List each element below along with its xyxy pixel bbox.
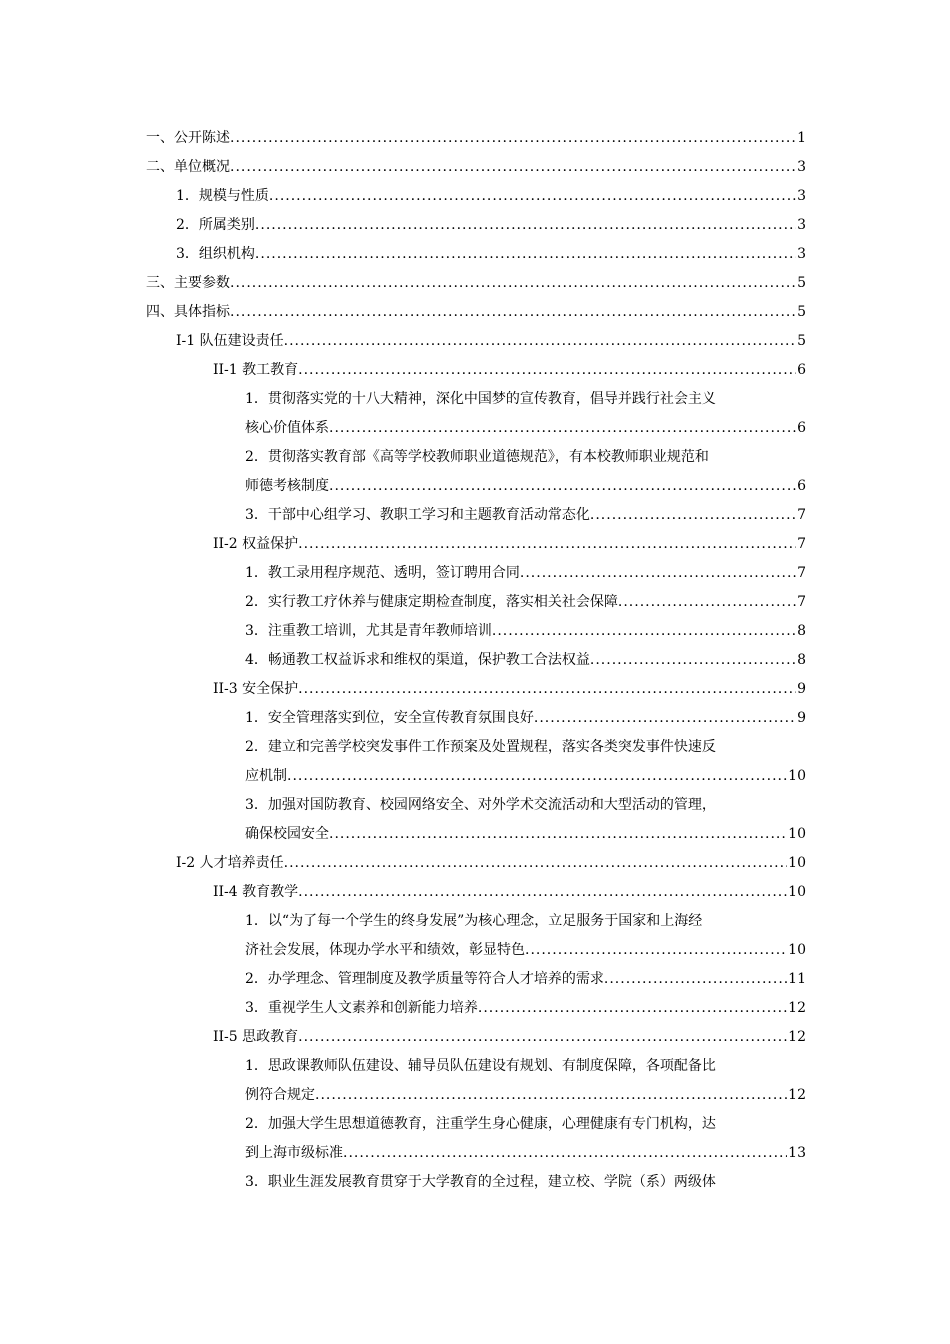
toc-entry-text: 济社会发展，体现办学水平和绩效，彰显特色 xyxy=(245,942,525,958)
toc-entry-ii3[interactable] xyxy=(213,675,806,704)
toc-dot-leader xyxy=(329,820,787,849)
toc-page-number: 13 xyxy=(788,1145,806,1161)
toc-entry-text: 2．实行教工疗休养与健康定期检查制度，落实相关社会保障 xyxy=(245,594,618,610)
toc-page-number: 3 xyxy=(797,188,806,204)
toc-entry-public-statement[interactable] xyxy=(146,124,806,153)
toc-page-number: 6 xyxy=(797,478,806,494)
toc-dot-leader xyxy=(230,124,796,153)
toc-dot-leader xyxy=(298,530,796,559)
toc-page-number: 12 xyxy=(788,1000,806,1016)
toc-entry-ii3-3-cont[interactable] xyxy=(245,820,806,849)
toc-entry-ii5-3[interactable] xyxy=(245,1168,806,1197)
toc-page-number: 9 xyxy=(797,710,806,726)
toc-page-number: 10 xyxy=(788,884,806,900)
toc-entry-specific-indicators[interactable] xyxy=(146,298,806,327)
toc-entry-ii3-1[interactable] xyxy=(245,704,806,733)
toc-entry-unit-overview[interactable] xyxy=(146,153,806,182)
toc-dot-leader xyxy=(298,675,796,704)
toc-entry-text: 三、主要参数 xyxy=(146,275,230,291)
toc-dot-leader xyxy=(298,1023,787,1052)
toc-entry-text: 3．重视学生人文素养和创新能力培养 xyxy=(245,1000,478,1016)
toc-entry-ii5-2-cont[interactable] xyxy=(245,1139,806,1168)
toc-entry-text: 二、单位概况 xyxy=(146,159,230,175)
toc-page-number: 12 xyxy=(788,1029,806,1045)
toc-entry-main-parameters[interactable] xyxy=(146,269,806,298)
toc-entry-ii3-3[interactable] xyxy=(245,791,806,820)
toc-dot-leader xyxy=(298,356,796,385)
toc-entry-ii3-2[interactable] xyxy=(245,733,806,762)
toc-entry-ii2-3[interactable] xyxy=(245,617,806,646)
toc-entry-ii1-2-cont[interactable] xyxy=(245,472,806,501)
toc-dot-leader xyxy=(534,704,796,733)
toc-page-number: 8 xyxy=(797,652,806,668)
toc-entry-text: 3．组织机构 xyxy=(176,246,255,262)
toc-page-number: 12 xyxy=(788,1087,806,1103)
toc-entry-text: I-1 队伍建设责任 xyxy=(176,333,284,349)
toc-page-number: 7 xyxy=(797,565,806,581)
toc-entry-text: 1．贯彻落实党的十八大精神，深化中国梦的宣传教育，倡导并践行社会主义 xyxy=(245,391,716,407)
toc-entry-ii2-4[interactable] xyxy=(245,646,806,675)
toc-page-number: 3 xyxy=(797,159,806,175)
toc-entry-text: 2．建立和完善学校突发事件工作预案及处置规程，落实各类突发事件快速反 xyxy=(245,739,716,755)
toc-page-number: 10 xyxy=(788,826,806,842)
toc-entry-text: 2．贯彻落实教育部《高等学校教师职业道德规范》，有本校教师职业规范和 xyxy=(245,449,709,465)
toc-entry-ii5-2[interactable] xyxy=(245,1110,806,1139)
toc-dot-leader xyxy=(478,994,787,1023)
toc-dot-leader xyxy=(525,936,787,965)
toc-entry-ii1-1-cont[interactable] xyxy=(245,414,806,443)
toc-dot-leader xyxy=(492,617,796,646)
toc-entry-text: 师德考核制度 xyxy=(245,478,329,494)
toc-page-number: 11 xyxy=(788,971,806,987)
toc-entry-i1[interactable] xyxy=(176,327,806,356)
toc-entry-ii2[interactable] xyxy=(213,530,806,559)
toc-entry-ii4-1[interactable] xyxy=(245,907,806,936)
toc-dot-leader xyxy=(618,588,796,617)
toc-entry-text: 1．教工录用程序规范、透明，签订聘用合同 xyxy=(245,565,520,581)
toc-page-number: 7 xyxy=(797,594,806,610)
toc-dot-leader xyxy=(315,1081,787,1110)
toc-entry-text: 例符合规定 xyxy=(245,1087,315,1103)
toc-entry-ii4-1-cont[interactable] xyxy=(245,936,806,965)
toc-entry-ii2-1[interactable] xyxy=(245,559,806,588)
toc-dot-leader xyxy=(604,965,787,994)
toc-entry-text: 1．安全管理落实到位，安全宣传教育氛围良好 xyxy=(245,710,534,726)
toc-entry-ii5-1[interactable] xyxy=(245,1052,806,1081)
toc-entry-i2[interactable] xyxy=(176,849,806,878)
toc-entry-text: 应机制 xyxy=(245,768,287,784)
toc-page-number: 3 xyxy=(797,217,806,233)
toc-dot-leader xyxy=(343,1139,787,1168)
toc-entry-category[interactable] xyxy=(176,211,806,240)
toc-dot-leader xyxy=(590,646,796,675)
toc-entry-ii4-2[interactable] xyxy=(245,965,806,994)
toc-page-number: 7 xyxy=(797,536,806,552)
toc-dot-leader xyxy=(284,327,796,356)
toc-entry-text: 4．畅通教工权益诉求和维权的渠道，保护教工合法权益 xyxy=(245,652,590,668)
toc-entry-ii1-1[interactable] xyxy=(245,385,806,414)
toc-page-number: 10 xyxy=(788,942,806,958)
toc-page-number: 9 xyxy=(797,681,806,697)
toc-page-number: 1 xyxy=(797,130,806,146)
toc-entry-text: 2．所属类别 xyxy=(176,217,255,233)
toc-dot-leader xyxy=(298,878,787,907)
toc-dot-leader xyxy=(287,762,787,791)
toc-dot-leader xyxy=(329,414,796,443)
toc-entry-text: 3．职业生涯发展教育贯穿于大学教育的全过程，建立校、学院（系）两级体 xyxy=(245,1174,716,1190)
toc-page-number: 5 xyxy=(797,333,806,349)
toc-entry-text: 四、具体指标 xyxy=(146,304,230,320)
toc-entry-ii4-3[interactable] xyxy=(245,994,806,1023)
toc-page-number: 6 xyxy=(797,362,806,378)
toc-entry-text: 1．规模与性质 xyxy=(176,188,269,204)
toc-dot-leader xyxy=(269,182,796,211)
toc-entry-ii1-3[interactable] xyxy=(245,501,806,530)
toc-dot-leader xyxy=(284,849,788,878)
toc-page-number: 3 xyxy=(797,246,806,262)
toc-entry-text: II-3 安全保护 xyxy=(213,681,299,697)
toc-entry-text: II-4 教育教学 xyxy=(213,884,299,900)
toc-dot-leader xyxy=(255,211,796,240)
toc-entry-text: II-5 思政教育 xyxy=(213,1029,299,1045)
toc-entry-text: 2．办学理念、管理制度及教学质量等符合人才培养的需求 xyxy=(245,971,604,987)
toc-page-number: 7 xyxy=(797,507,806,523)
toc-page-number: 6 xyxy=(797,420,806,436)
toc-entry-ii5-1-cont[interactable] xyxy=(245,1081,806,1110)
toc-entry-ii2-2[interactable] xyxy=(245,588,806,617)
toc-entry-ii1-2[interactable] xyxy=(245,443,806,472)
toc-entry-ii5[interactable] xyxy=(213,1023,806,1052)
toc-entry-text: 3．干部中心组学习、教职工学习和主题教育活动常态化 xyxy=(245,507,590,523)
toc-entry-text: 3．加强对国防教育、校园网络安全、对外学术交流活动和大型活动的管理， xyxy=(245,797,716,813)
toc-dot-leader xyxy=(230,269,796,298)
toc-entry-text: II-1 教工教育 xyxy=(213,362,299,378)
toc-entry-text: 确保校园安全 xyxy=(245,826,329,842)
toc-entry-text: 2．加强大学生思想道德教育，注重学生身心健康，心理健康有专门机构，达 xyxy=(245,1116,716,1132)
toc-entry-text: 1．以“为了每一个学生的终身发展”为核心理念，立足服务于国家和上海经 xyxy=(245,913,703,929)
toc-dot-leader xyxy=(255,240,796,269)
toc-entry-scale-nature[interactable] xyxy=(176,182,806,211)
toc-entry-text: 到上海市级标准 xyxy=(245,1145,343,1161)
toc-dot-leader xyxy=(329,472,796,501)
toc-entry-organization[interactable] xyxy=(176,240,806,269)
toc-page-number: 8 xyxy=(797,623,806,639)
toc-entry-text: 一、公开陈述 xyxy=(146,130,230,146)
toc-entry-text: 核心价值体系 xyxy=(245,420,329,436)
toc-page-number: 10 xyxy=(788,855,806,871)
toc-entry-ii3-2-cont[interactable] xyxy=(245,762,806,791)
toc-entry-ii1[interactable] xyxy=(213,356,806,385)
toc-entry-text: I-2 人才培养责任 xyxy=(176,855,284,871)
toc-page-number: 5 xyxy=(797,275,806,291)
toc-entry-text: 1．思政课教师队伍建设、辅导员队伍建设有规划、有制度保障，各项配备比 xyxy=(245,1058,716,1074)
toc-entry-text: II-2 权益保护 xyxy=(213,536,299,552)
toc-page-number: 5 xyxy=(797,304,806,320)
toc-dot-leader xyxy=(230,153,796,182)
toc-entry-ii4[interactable] xyxy=(213,878,806,907)
toc-dot-leader xyxy=(520,559,796,588)
toc-entry-text: 3．注重教工培训，尤其是青年教师培训 xyxy=(245,623,492,639)
toc-page-number: 10 xyxy=(788,768,806,784)
toc-dot-leader xyxy=(590,501,796,530)
toc-dot-leader xyxy=(230,298,796,327)
